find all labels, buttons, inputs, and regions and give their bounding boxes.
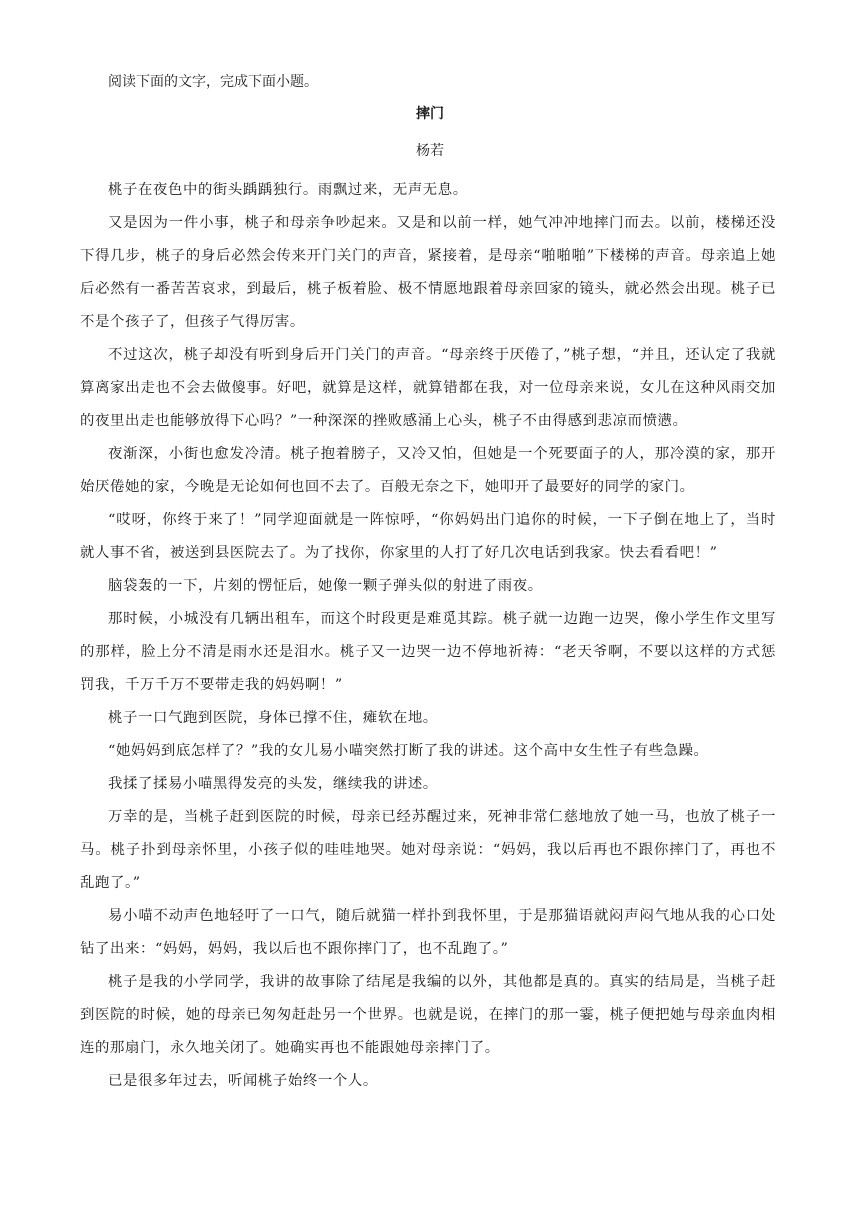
paragraph-5: “哎呀，你终于来了！”同学迎面就是一阵惊呼，“你妈妈出门追你的时候，一下子倒在地上了，当时就人事不省，被送到县医院去了。为了找你，你家里的人打了好几次电话到我家。快去看看吧！” — [80, 512, 776, 561]
paragraph-7: 那时候，小城没有几辆出租车，而这个时段更是难觅其踪。桃子就一边跑一边哭，像小学生作文里写的那样，脸上分不清是雨水还是泪水。桃子又一边哭一边不停地祈祷：“老天爷啊，不要以这样的方式惩罚我，千万千万不要带走我的妈妈啊！” — [80, 611, 776, 693]
paragraph-13: 桃子是我的小学同学，我讲的故事除了结尾是我编的以外，其他都是真的。真实的结局是，当桃子赶到医院的时候，她的母亲已匆匆赶赴另一个世界。也就是说，在摔门的那一霎，桃子便把她与母亲血肉相连的那扇门，永久地关闭了。她确实再也不能跟她母亲摔门了。 — [80, 974, 776, 1056]
paragraph-2: 又是因为一件小事，桃子和母亲争吵起来。又是和以前一样，她气冲冲地摔门而去。以前，楼梯还没下得几步，桃子的身后必然会传来开门关门的声音，紧接着，是母亲“啪啪啪”下楼梯的声音。母亲追上她后必然有一番苦苦哀求，到最后，桃子板着脸、极不情愿地跟着母亲回家的镜头，就必然会出现。桃子已不是个孩子了，但孩子气得厉害。 — [80, 215, 776, 330]
paragraph-3: 不过这次，桃子却没有听到身后开门关门的声音。“母亲终于厌倦了，”桃子想，“并且，还认定了我就算离家出走也不会去做傻事。好吧，就算是这样，就算错都在我，对一位母亲来说，女儿在这种风雨交加的夜里出走也能够放得下心吗？”一种深深的挫败感涌上心头，桃子不由得感到悲凉而愤懑。 — [80, 347, 776, 429]
paragraph-4: 夜渐深，小街也愈发冷清。桃子抱着膀子，又冷又怕，但她是一个死要面子的人，那冷漠的家，那开始厌倦她的家，今晚是无论如何也回不去了。百般无奈之下，她叩开了最要好的同学的家门。 — [80, 446, 776, 495]
story-body — [80, 174, 776, 1098]
paragraph-12: 易小喵不动声色地轻吁了一口气，随后就猫一样扑到我怀里，于是那猫语就闷声闷气地从我的心口处钻了出来：“妈妈，妈妈，我以后也不跟你摔门了，也不乱跑了。” — [80, 908, 776, 957]
paragraph-11: 万幸的是，当桃子赶到医院的时候，母亲已经苏醒过来，死神非常仁慈地放了她一马，也放了桃子一马。桃子扑到母亲怀里，小孩子似的哇哇地哭。她对母亲说：“妈妈，我以后再也不跟你摔门了，再也不乱跑了。” — [80, 809, 776, 891]
paragraph-6: 脑袋轰的一下，片刻的愣怔后，她像一颗子弹头似的射进了雨夜。 — [108, 578, 543, 594]
story-title: 摔门 — [416, 106, 444, 122]
paragraph-10: 我揉了揉易小喵黑得发亮的头发，继续我的讲述。 — [108, 776, 438, 792]
paragraph-14: 已是很多年过去，听闻桃子始终一个人。 — [108, 1073, 378, 1089]
paragraph-1: 桃子在夜色中的街头踽踽独行。雨飘过来，无声无息。 — [108, 182, 468, 198]
instruction-text: 阅读下面的文字，完成下面小题。 — [108, 74, 318, 90]
paragraph-8: 桃子一口气跑到医院，身体已撑不住，瘫软在地。 — [108, 710, 438, 726]
paragraph-9: “她妈妈到底怎样了？”我的女儿易小喵突然打断了我的讲述。这个高中女生性子有些急躁。 — [108, 743, 709, 759]
story-author: 杨若 — [416, 143, 444, 159]
